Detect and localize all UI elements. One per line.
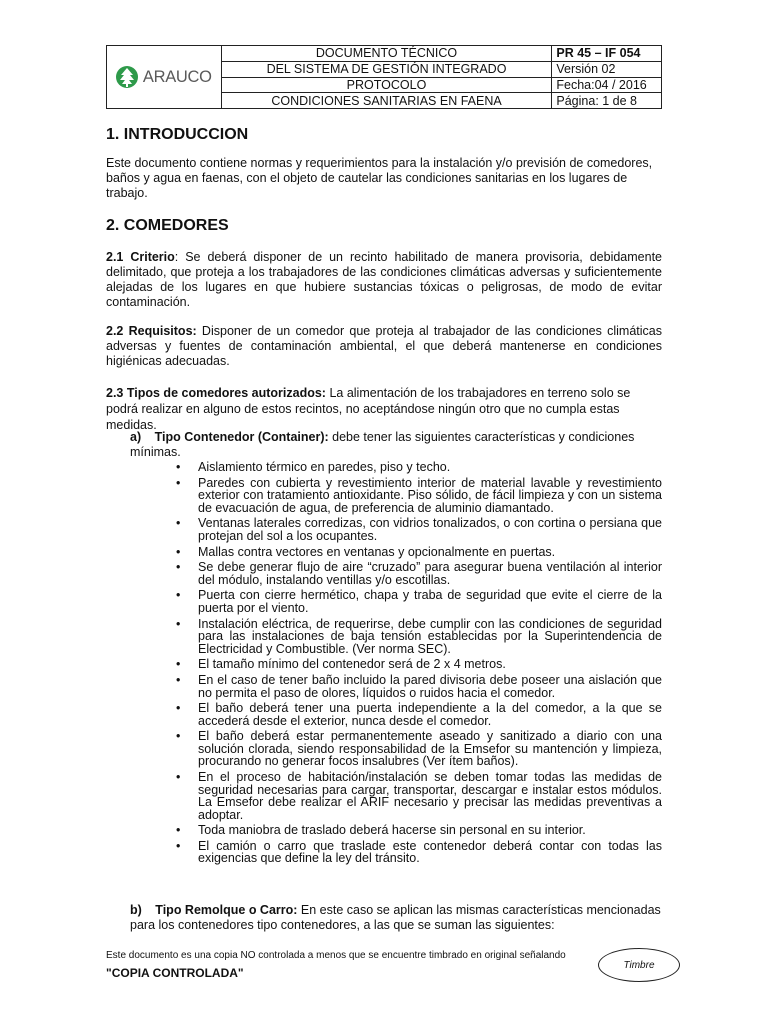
criterio-paragraph	[106, 250, 662, 310]
item-b-label: Tipo Remolque o Carro:	[155, 903, 298, 917]
document-code: PR 45 – IF 054	[552, 46, 662, 62]
list-item: • El baño deberá estar permanentemente aseado y sanitizado a diario con una solución clorada, siendo responsabilidad de la Emsefor su mantención y limpieza, procurando no generar focos insalubres (Ver ítem baños).	[174, 730, 662, 768]
header-title-line-1: DOCUMENTO TÉCNICO	[221, 46, 552, 62]
list-item: • Se debe generar flujo de aire “cruzado” para asegurar buena ventilación al interior del módulo, instalando ventillas y/o escotillas.	[174, 561, 662, 586]
arauco-logo	[107, 65, 221, 89]
list-item: • Instalación eléctrica, de requerirse, debe cumplir con las condiciones de seguridad para las instalaciones de baja tensión establecidas por la Superintendencia de Electricidad y Combustible. (Ver norma SEC).	[174, 618, 662, 656]
list-item: • Paredes con cubierta y revestimiento interior de material lavable y revestimiento exterior con tratamiento antioxidante. Piso sólido, de fácil limpieza y con un sistema de evacuación de agua, de preferencia de aluminio diamantado.	[174, 477, 662, 515]
list-item: • Toda maniobra de traslado deberá hacerse sin personal en su interior.	[174, 824, 662, 837]
header-title-line-3: PROTOCOLO	[221, 77, 552, 93]
item-a-label: Tipo Contenedor (Container):	[154, 430, 329, 444]
document-date: Fecha:04 / 2016	[552, 77, 662, 93]
logo-text: ARAUCO	[142, 68, 212, 86]
requisitos-paragraph	[106, 324, 662, 369]
logo-cell	[107, 46, 222, 109]
tipos-paragraph	[106, 385, 662, 433]
list-item: • El camión o carro que traslade este contenedor deberá contar con todas las exigencias que define la ley del tránsito.	[174, 840, 662, 865]
list-item: • El tamaño mínimo del contenedor será de 2 x 4 metros.	[174, 658, 662, 671]
section-title-comedores: 2. COMEDORES	[106, 217, 229, 234]
list-item: • Puerta con cierre hermético, chapa y traba de seguridad que evite el cierre de la puerta por el viento.	[174, 589, 662, 614]
tipos-text: La alimentación de los trabajadores en terreno solo se podrá realizar en alguno de estos recintos, no aceptándose ningún otro que no cumpla estas medidas.	[106, 386, 631, 432]
document-header-table	[106, 45, 662, 109]
intro-paragraph: Este documento contiene normas y requerimientos para la instalación y/o previsión de comedores, baños y agua en faenas, con el objeto de cautelar las condiciones sanitarias en los lugares de trabajo.	[106, 156, 653, 200]
header-title-line-4: CONDICIONES SANITARIAS EN FAENA	[221, 93, 552, 109]
tipos-label: 2.3 Tipos de comedores autorizados:	[106, 386, 326, 400]
list-item: • El baño deberá tener una puerta independiente a la del comedor, a la que se accederá desde el exterior, nunca desde el comedor.	[174, 702, 662, 727]
criterio-text: : Se deberá disponer de un recinto habilitado de manera provisoria, debidamente delimitado, que proteja a los trabajadores de las condiciones climáticas adversas y suficientemente alejadas de los lugares en que hubiere sustancias tóxicas o peligrosas, de modo de evitar contaminación.	[106, 250, 662, 309]
header-title-line-2: DEL SISTEMA DE GESTIÓN INTEGRADO	[221, 61, 552, 77]
item-a-text: debe tener las siguientes características y condiciones mínimas.	[130, 430, 635, 459]
item-b-marker: b)	[130, 903, 142, 917]
footer-copia-controlada: "COPIA CONTROLADA"	[106, 966, 244, 980]
timbre-stamp	[598, 948, 680, 982]
requisitos-text: Disponer de un comedor que proteja al trabajador de las condiciones climáticas adversas y fuentes de contaminación ambiental, el que deberá mantenerse en condiciones higiénicas adecuadas.	[106, 324, 662, 368]
section-title-introduccion: 1. INTRODUCCION	[106, 126, 249, 143]
list-item: • Mallas contra vectores en ventanas y opcionalmente en puertas.	[174, 546, 662, 559]
item-a-marker: a)	[130, 430, 142, 444]
criterio-label: 2.1 Criterio	[106, 250, 175, 264]
item-b-text: En este caso se aplican las mismas características mencionadas para los contenedores tipo contenedores, a las que se suman las siguientes:	[130, 903, 661, 932]
item-b	[130, 903, 662, 933]
page-number: Página: 1 de 8	[552, 93, 662, 109]
list-item: • Aislamiento térmico en paredes, piso y techo.	[174, 461, 662, 474]
container-requirements-list	[174, 461, 662, 868]
footer-note: Este documento es una copia NO controlada a menos que se encuentre timbrado en original señalando	[106, 950, 566, 961]
list-item: • En el proceso de habitación/instalación se deben tomar todas las medidas de seguridad necesarias para cargar, transportar, descargar e instalar estos módulos. La Emsefor debe realizar el ARIF necesario y precisar las medidas preventivas a adoptar.	[174, 771, 662, 821]
list-item: • Ventanas laterales corredizas, con vidrios tonalizados, o con cortina o persiana que protejan del sol a los ocupantes.	[174, 517, 662, 542]
requisitos-label: 2.2 Requisitos:	[106, 324, 197, 338]
tree-icon	[116, 65, 138, 89]
document-version: Versión 02	[552, 61, 662, 77]
item-a	[130, 430, 662, 460]
timbre-label: Timbre	[623, 959, 655, 971]
list-item: • En el caso de tener baño incluido la pared divisoria debe poseer una aislación que no permita el paso de olores, líquidos o ruidos hacia el comedor.	[174, 674, 662, 699]
